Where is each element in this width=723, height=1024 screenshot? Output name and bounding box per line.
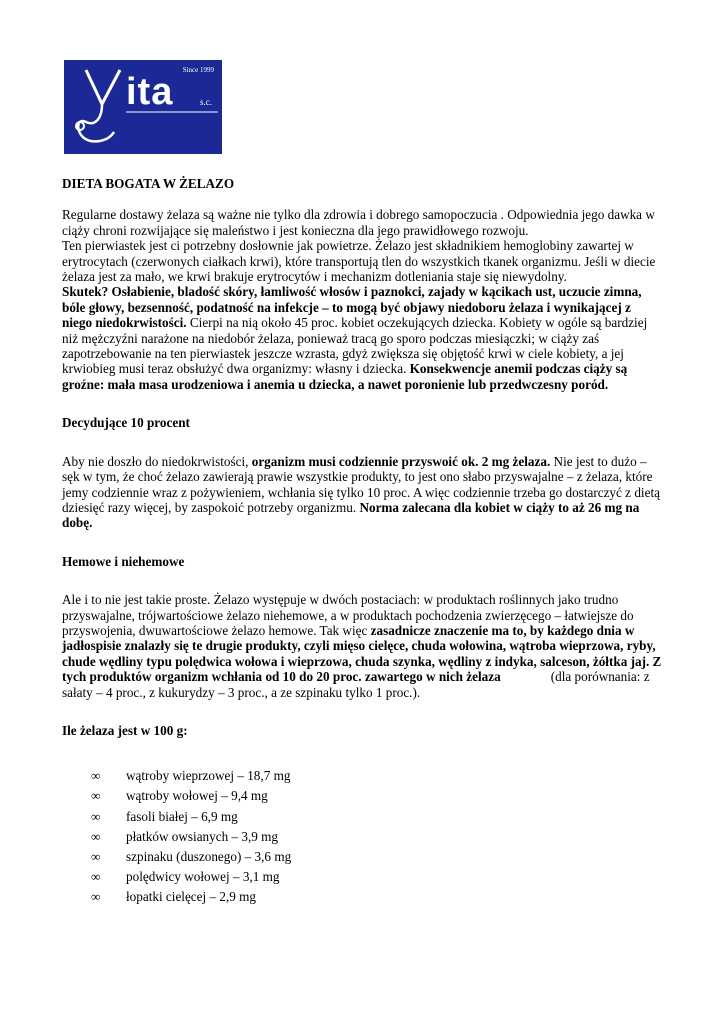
document-body bbox=[62, 176, 662, 907]
document-title: DIETA BOGATA W ŻELAZO bbox=[62, 176, 235, 191]
text-span: Nie jest to dużo – sęk w tym, że choć żelazo zawierają prawie wszystkie produkty, to jest ono słabo przyswajalne – z żelaza, które jemy codziennie wraz z pożywieniem, wchłania się tylko 10 proc. A więc codziennie trzeba go dostarczyć z dietą dziesięć razy więcej, by zaspokoić potrzeby organizmu. bbox=[62, 453, 660, 515]
list-item bbox=[62, 867, 662, 887]
section-heading-decisive: Decydujące 10 procent bbox=[62, 415, 190, 431]
list-item bbox=[62, 847, 662, 867]
intro-paragraph-1: Regularne dostawy żelaza są ważne nie tylko dla zdrowia i dobrego samopoczucia . Odpowiednia jego dawka w ciąży chroni rozwijające się maleństwo i jest konieczna dla jego prawidłowego rozwoju. bbox=[62, 207, 655, 238]
logo-since-text: Since 1999 bbox=[182, 66, 214, 74]
list-item-text: szpinaku (duszonego) – 3,6 mg bbox=[126, 848, 292, 864]
infinity-bullet-icon: ∞ bbox=[91, 768, 101, 784]
text-span: Aby nie doszło do niedokrwistości, bbox=[62, 453, 252, 469]
intro-section bbox=[62, 207, 662, 392]
logo-wordmark: ita bbox=[126, 71, 174, 113]
infinity-bullet-icon: ∞ bbox=[91, 808, 101, 824]
section-heading-iron-content: Ile żelaza jest w 100 g: bbox=[62, 722, 188, 738]
intro-text: Cierpi na nią około 45 proc. kobiet oczekujących dziecka. Kobiety w ogóle są bardziej niż mężczyźni narażone na niedobór żelaza, ponieważ tracą go sporo podczas miesiączki; w ciąży zaś zapotrzebowanie na ten pierwiastek jeszcze wzrasta, gdyż zwiększa się objętość krwi w ciele kobiety, a jej krwiobieg musi teraz obsłużyć dwa organizmy: własny i dziecka. bbox=[62, 315, 648, 377]
list-item bbox=[62, 766, 662, 786]
consequences-bold: Konsekwencje anemii podczas ciąży są groźne: mała masa urodzeniowa i anemia u dziecka, a nawet poronienie lub przedwczesny poród. bbox=[62, 361, 628, 392]
list-item bbox=[62, 786, 662, 806]
vita-logo bbox=[64, 60, 222, 154]
bold-span: zasadnicze znaczenie ma to, by każdego dnia w jadłospisie znalazły się te drugie produkty, czyli mięso cielęce, chuda wołowina, wątroba wieprzowa, ryby, chude wędliny typu polędwica wołowa i wieprzowa, chuda szynka, wędliny z indyka, salceson, żółtka jaj. Z tych produktów organizm wchłania od 10 do 20 proc. zawartego w nich żelaza bbox=[62, 622, 662, 685]
list-item bbox=[62, 807, 662, 827]
infinity-bullet-icon: ∞ bbox=[91, 788, 101, 804]
infinity-bullet-icon: ∞ bbox=[91, 868, 101, 884]
list-item-text: fasoli białej – 6,9 mg bbox=[126, 808, 238, 824]
list-item bbox=[62, 887, 662, 907]
intro-paragraph-3 bbox=[62, 284, 662, 392]
infinity-bullet-icon: ∞ bbox=[91, 888, 101, 904]
section-paragraph-decisive bbox=[62, 454, 662, 531]
list-item-text: płatków owsianych – 3,9 mg bbox=[126, 828, 279, 844]
list-item-text: wątroby wieprzowej – 18,7 mg bbox=[126, 768, 291, 784]
iron-content-list bbox=[62, 766, 662, 907]
infinity-bullet-icon: ∞ bbox=[91, 848, 101, 864]
intro-paragraph-2: Ten pierwiastek jest ci potrzebny dosłownie jak powietrze. Żelazo jest składnikiem hemoglobiny zawartej w erytrocytach (czerwonych ciałkach krwi), które transportują tlen do wszystkich tkanek organizmu. Jeśli w diecie żelaza jest za mało, we krwi brakuje erytrocytów i mechanizm dotleniania staje się niewydolny. bbox=[62, 238, 656, 285]
section-heading-heme: Hemowe i niehemowe bbox=[62, 553, 185, 569]
symptoms-bold: Skutek? Osłabienie, bladość skóry, łamliwość włosów i paznokci, zajady w kącikach ust, uczucie zimna, bóle głowy, bezsenność, podatność na infekcje – to mogą być objawy niedoboru żelaza i wynikającej z niego niedokrwistości. bbox=[62, 284, 642, 331]
infinity-bullet-icon: ∞ bbox=[91, 828, 101, 844]
list-item-text: wątroby wołowej – 9,4 mg bbox=[126, 788, 268, 804]
text-span: (dla porównania: z sałaty – 4 proc., z kukurydzy – 3 proc., a ze szpinaku tylko 1 proc.). bbox=[62, 669, 650, 700]
list-item bbox=[62, 827, 662, 847]
list-item-text: polędwicy wołowej – 3,1 mg bbox=[126, 868, 280, 884]
section-paragraph-heme bbox=[62, 592, 662, 700]
list-item-text: łopatki cielęcej – 2,9 mg bbox=[126, 888, 257, 904]
bold-span: organizm musi codziennie przyswoić ok. 2 mg żelaza. bbox=[251, 453, 551, 469]
text-span: Ale i to nie jest takie proste. Żelazo występuje w dwóch postaciach: w produktach roślinnych jako trudno przyswajalne, trójwartościowe żelazo niehemowe, a w produktach pochodzenia zwierzęcego – łatwiejsze do przyswojenia, dwuwartościowe żelazo hemowe. Tak więc bbox=[62, 592, 634, 638]
bold-span: Norma zalecana dla kobiet w ciąży to aż 26 mg na dobę. bbox=[62, 499, 640, 531]
logo-suffix: s.c. bbox=[200, 97, 212, 107]
